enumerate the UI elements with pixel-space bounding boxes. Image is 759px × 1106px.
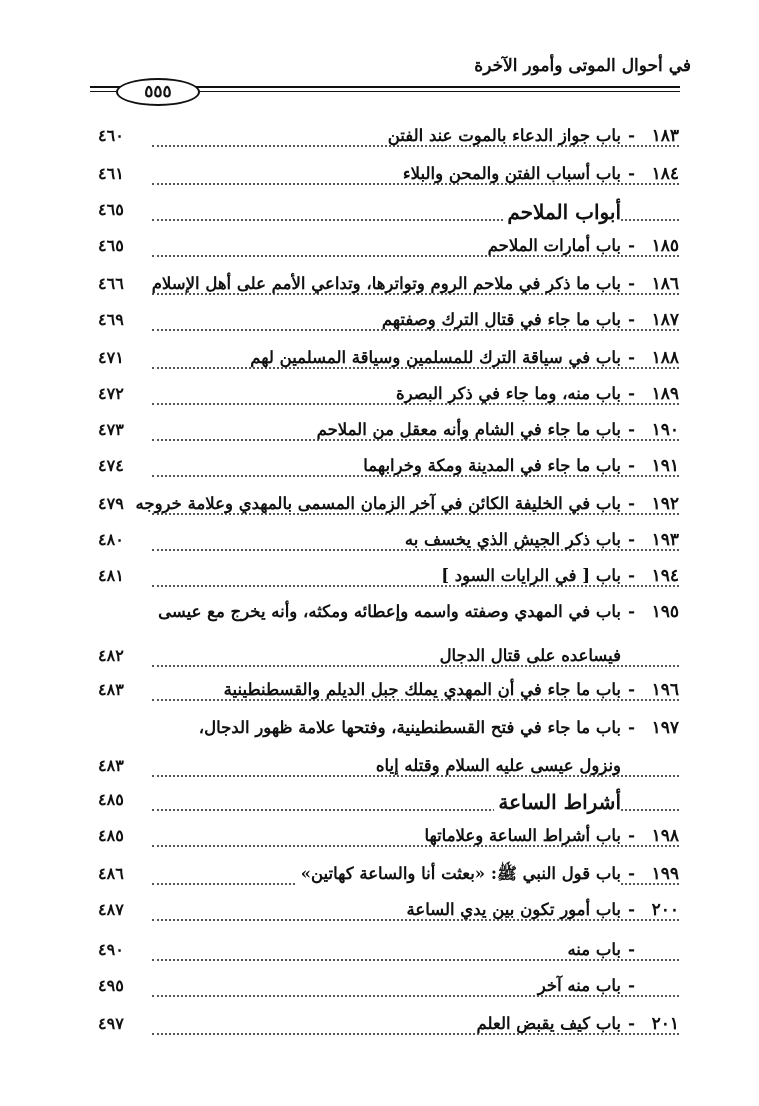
page-ref: ٤٧٩ — [98, 494, 124, 513]
entry-title: باب ما جاء في أن المهدي يملك جبل الديلم والقسطنطينية — [220, 680, 621, 699]
entry-number: ١٩٢ — [651, 494, 679, 514]
entry-dash: - — [627, 680, 635, 700]
page-ref: ٤٦٥ — [98, 236, 124, 255]
entry-title: باب أشراط الساعة وعلاماتها — [420, 826, 621, 845]
leader-dots — [152, 585, 679, 587]
page-ref: ٤٨٥ — [98, 790, 124, 809]
running-title: في أحوال الموتى وأمور الآخرة — [474, 56, 691, 76]
page-ref: ٤٨٢ — [98, 646, 124, 665]
leader-dots — [152, 845, 679, 847]
leader-dots — [152, 255, 679, 257]
page-ref: ٤٩٥ — [98, 976, 124, 995]
toc-entry — [0, 236, 679, 272]
toc-entry-continuation — [0, 646, 679, 682]
entry-dash: - — [627, 940, 635, 960]
entry-title: باب ما ذكر في ملاحم الروم وتواترها، وتداعي الأمم على أهل الإسلام — [148, 274, 621, 293]
entry-title: باب منه — [563, 940, 621, 959]
entry-number: ١٨٣ — [651, 126, 679, 146]
entry-number: ١٩٥ — [651, 602, 679, 622]
entry-title: باب منه، وما جاء في ذكر البصرة — [392, 384, 621, 403]
entry-title: باب في سياقة الترك للمسلمين وسياقة المسلمين لهم — [246, 348, 621, 367]
toc-entry — [0, 940, 679, 976]
entry-dash: - — [627, 864, 635, 884]
entry-dash: - — [627, 826, 635, 846]
entry-dash: - — [627, 348, 635, 368]
entry-number: ١٨٤ — [651, 164, 679, 184]
toc-entry — [0, 864, 679, 900]
page-ref: ٤٩٠ — [98, 940, 124, 959]
entry-dash: - — [627, 236, 635, 256]
entry-dash: - — [627, 718, 635, 738]
toc-entry — [0, 274, 679, 310]
leader-dots — [152, 919, 679, 921]
leader-dots — [152, 699, 679, 701]
entry-number: ١٩٣ — [651, 530, 679, 550]
toc-entry — [0, 566, 679, 602]
entry-dash: - — [627, 976, 635, 996]
page-ref: ٤٨٣ — [98, 680, 124, 699]
page-ref: ٤٦٥ — [98, 200, 124, 219]
entry-dash: - — [627, 566, 635, 586]
leader-dots — [152, 549, 679, 551]
entry-number: ١٩١ — [651, 456, 679, 476]
page-number: ٥٥٥ — [116, 78, 200, 106]
toc-entry — [0, 900, 679, 936]
entry-dash: - — [627, 126, 635, 146]
entry-dash: - — [627, 602, 635, 622]
page-ref: ٤٦٠ — [98, 126, 124, 145]
toc-entry — [0, 494, 679, 530]
toc-entry — [0, 530, 679, 566]
entry-dash: - — [627, 530, 635, 550]
entry-title: باب ما جاء في المدينة ومكة وخرابهما — [359, 456, 621, 475]
entry-title: باب ما جاء في فتح القسطنطينية، وفتحها علامة ظهور الدجال، — [195, 718, 621, 737]
entry-dash: - — [627, 494, 635, 514]
entry-title: باب ما جاء في الشام وأنه معقل من الملاحم — [313, 420, 621, 439]
entry-dash: - — [627, 456, 635, 476]
page-ref: ٤٨٣ — [98, 756, 124, 775]
entry-number: ١٩٧ — [651, 718, 679, 738]
page-ref: ٤٨٦ — [98, 864, 124, 883]
leader-dots — [152, 995, 679, 997]
toc-entry — [0, 602, 679, 638]
entry-title: باب في المهدي وصفته واسمه وإعطائه ومكثه، وأنه يخرج مع عيسى — [154, 602, 621, 621]
toc-entry — [0, 384, 679, 420]
page-ref: ٤٨٥ — [98, 826, 124, 845]
entry-title: باب أسباب الفتن والمحن والبلاء — [399, 164, 621, 183]
leader-dots — [152, 513, 679, 515]
page-ref: ٤٨٠ — [98, 530, 124, 549]
page-ref: ٤٨٧ — [98, 900, 124, 919]
entry-number: ١٩٤ — [651, 566, 679, 586]
toc-entry — [0, 420, 679, 456]
entry-number: ١٨٨ — [651, 348, 679, 368]
entry-dash: - — [627, 900, 635, 920]
entry-number: ١٩٠ — [651, 420, 679, 440]
leader-dots — [152, 367, 679, 369]
page-ref: ٤٦٦ — [98, 274, 124, 293]
entry-number: ١٨٥ — [651, 236, 679, 256]
page-ref: ٤٦٩ — [98, 310, 124, 329]
entry-title: باب جواز الدعاء بالموت عند الفتن — [384, 126, 621, 145]
section-title: أشراط الساعة — [494, 790, 621, 814]
entry-dash: - — [627, 310, 635, 330]
entry-title-continuation: فيساعده على قتال الدجال — [436, 646, 621, 665]
entry-title: باب ما جاء في قتال الترك وصفتهم — [378, 310, 621, 329]
toc-entry — [0, 348, 679, 384]
entry-title: باب قول النبي ﷺ: «بعثت أنا والساعة كهاتين» — [297, 864, 621, 888]
leader-dots — [152, 1033, 679, 1035]
entry-number: ١٩٩ — [651, 864, 679, 884]
page-ref: ٤٩٧ — [98, 1014, 124, 1033]
page-ref: ٤٦١ — [98, 164, 124, 183]
toc-entry — [0, 456, 679, 492]
toc-entry — [0, 1014, 679, 1050]
page-ref: ٤٧٤ — [98, 456, 124, 475]
entry-dash: - — [627, 420, 635, 440]
toc-entry-continuation — [0, 756, 679, 792]
page-ref: ٤٧٣ — [98, 420, 124, 439]
leader-dots — [152, 293, 679, 295]
page-ref: ٤٧١ — [98, 348, 124, 367]
header-rule — [90, 78, 680, 102]
entry-number: ١٩٨ — [651, 826, 679, 846]
toc-entry — [0, 826, 679, 862]
entry-number: ١٨٩ — [651, 384, 679, 404]
entry-dash: - — [627, 274, 635, 294]
entry-title-continuation: ونزول عيسى عليه السلام وقتله إياه — [372, 756, 621, 775]
page-ref: ٤٧٢ — [98, 384, 124, 403]
toc-entry — [0, 718, 679, 754]
entry-title: باب ذكر الجيش الذي يخسف به — [401, 530, 621, 549]
entry-title: باب منه آخر — [534, 976, 621, 995]
toc-entry — [0, 310, 679, 346]
toc-entry — [0, 976, 679, 1012]
entry-number: ٢٠٠ — [651, 900, 679, 920]
entry-dash: - — [627, 1014, 635, 1034]
entry-title: باب أمارات الملاحم — [484, 236, 621, 255]
entry-dash: - — [627, 384, 635, 404]
entry-number: ١٩٦ — [651, 680, 679, 700]
leader-dots — [152, 959, 679, 961]
entry-title: باب أمور تكون بين يدي الساعة — [403, 900, 621, 919]
entry-number: ٢٠١ — [651, 1014, 679, 1034]
entry-number: ١٨٧ — [651, 310, 679, 330]
entry-title: باب كيف يقبض العلم — [473, 1014, 621, 1033]
section-title: أبواب الملاحم — [503, 200, 621, 224]
entry-title: باب في الخليفة الكائن في آخر الزمان المسمى بالمهدي وعلامة خروجه — [132, 494, 621, 513]
entry-title: باب [ في الرايات السود ] — [437, 566, 621, 585]
toc-entry — [0, 164, 679, 200]
toc-section-heading — [0, 200, 679, 236]
toc-entry — [0, 126, 679, 162]
leader-dots — [152, 475, 679, 477]
leader-dots — [152, 145, 679, 147]
toc-entry — [0, 680, 679, 716]
entry-number: ١٨٦ — [651, 274, 679, 294]
leader-dots — [152, 665, 679, 667]
leader-dots — [152, 439, 679, 441]
leader-dots — [152, 183, 679, 185]
entry-dash: - — [627, 164, 635, 184]
leader-dots — [152, 775, 679, 777]
toc-section-heading — [0, 790, 679, 826]
leader-dots — [152, 403, 679, 405]
page-ref: ٤٨١ — [98, 566, 124, 585]
leader-dots — [152, 329, 679, 331]
